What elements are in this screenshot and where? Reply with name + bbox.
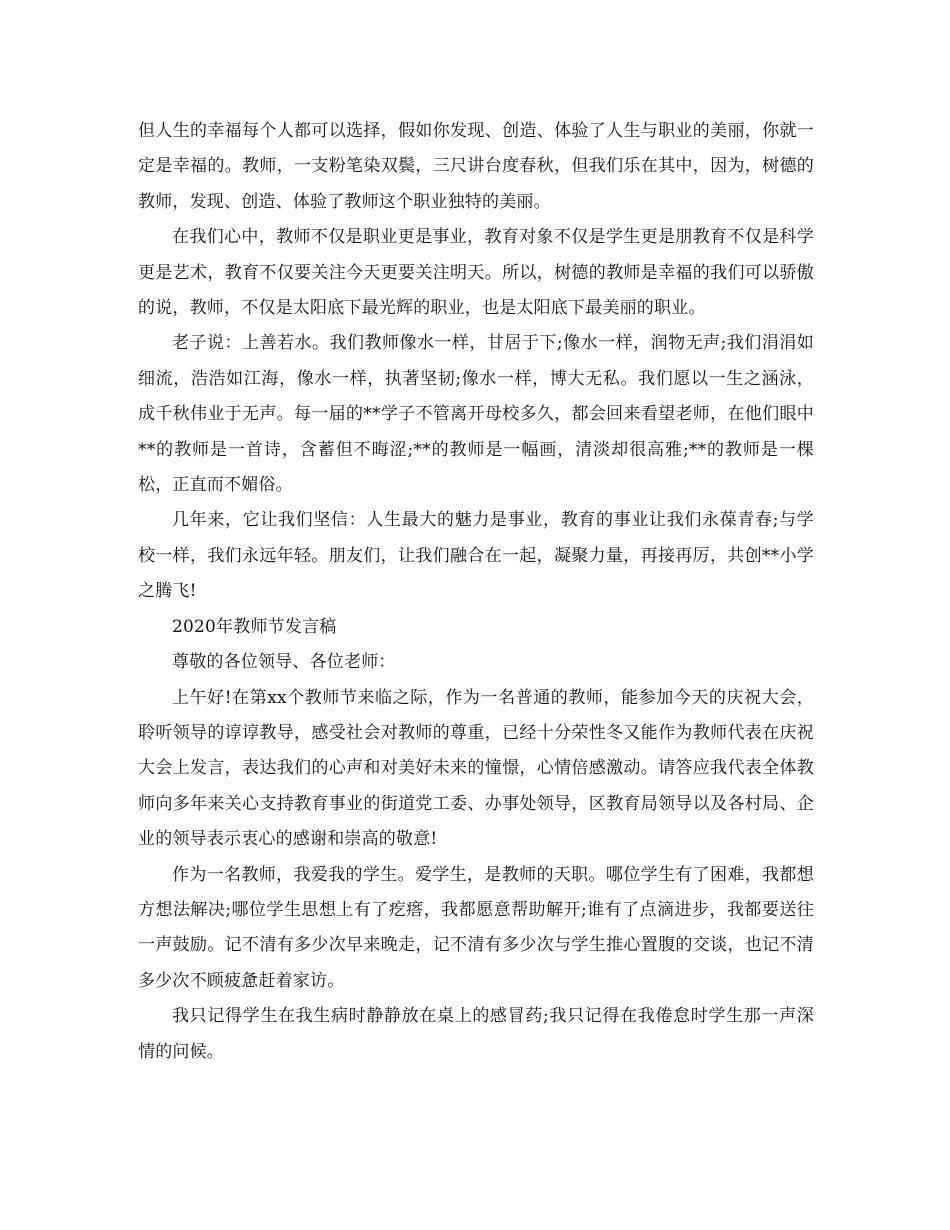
paragraph-2: 在我们心中，教师不仅是职业更是事业，教育对象不仅是学生更是朋教育不仅是科学更是艺术，教育不仅要关注今天更要关注明天。所以，树德的教师是幸福的我们可以骄傲的说，教师，不仅是太阳底下最光辉的职业，也是太阳底下最美丽的职业。 — [138, 227, 814, 319]
paragraph-7: 上午好!在第xx个教师节来临之际，作为一名普通的教师，能参加今天的庆祝大会，聆听领导的谆谆教导，感受社会对教师的尊重，已经十分荣性冬又能作为教师代表在庆祝大会上发言，表达我们的心声和对美好未来的憧憬，心情倍感激动。请答应我代表全体教师向多年来关心支持教育事业的街道党工委、办事处领导，区教育局领导以及各村局、企业的领导表示衷心的感谢和崇高的敬意! — [138, 687, 814, 850]
paragraph-9: 我只记得学生在我生病时静静放在桌上的感冒药;我只记得在我倦怠时学生那一声深情的问候。 — [138, 1006, 814, 1062]
speech-title: 2020年教师节发言稿 — [172, 616, 337, 637]
paragraph-8: 作为一名教师，我爱我的学生。爱学生，是教师的天职。哪位学生有了困难，我都想方想法解决;哪位学生思想上有了疙瘩，我都愿意帮助解开;谁有了点滴进步，我都要送往一声鼓励。记不清有多少次早来晚走，记不清有多少次与学生推心置腹的交谈，也记不清多少次不顾疲惫赶着家访。 — [138, 864, 814, 991]
paragraph-1: 但人生的幸福每个人都可以选择，假如你发现、创造、体验了人生与职业的美丽，你就一定是幸福的。教师，一支粉笔染双鬓，三尺讲台度春秋，但我们乐在其中，因为，树德的教师，发现、创造、体验了教师这个职业独特的美丽。 — [138, 121, 814, 212]
paragraph-3: 老子说：上善若水。我们教师像水一样，甘居于下;像水一样，润物无声;我们涓涓如细流，浩浩如江海，像水一样，执著坚韧;像水一样，博大无私。我们愿以一生之涵泳，成千秋伟业于无声。每一届的**学子不管离开母校多久，都会回来看望老师，在他们眼中**的教师是一首诗，含蓄但不晦涩;**的教师是一幅画，清淡却很高雅;**的教师是一棵松，正直而不媚俗。 — [138, 333, 814, 496]
speech-salutation: 尊敬的各位领导、各位老师： — [172, 652, 396, 673]
document-body — [138, 114, 814, 1070]
paragraph-4: 几年来，它让我们坚信：人生最大的魅力是事业，教育的事业让我们永葆青春;与学校一样，我们永远年轻。朋友们，让我们融合在一起，凝聚力量，再接再厉，共创**小学之腾飞! — [138, 510, 814, 602]
